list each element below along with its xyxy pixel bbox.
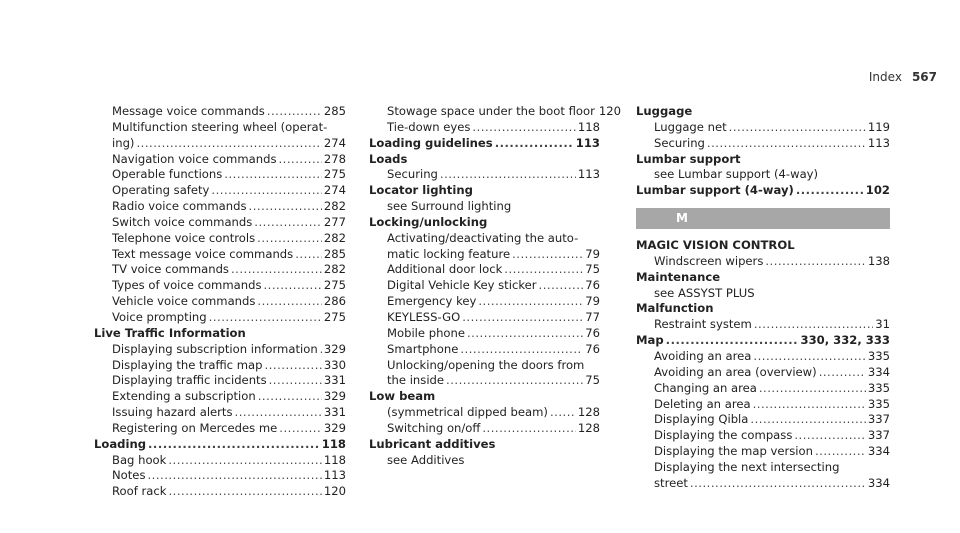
page-ref: 31 [875, 317, 890, 332]
index-subentry [94, 247, 346, 263]
index-subentry [636, 349, 890, 365]
index-subentry [94, 358, 346, 374]
index-subentry [369, 373, 600, 389]
leader-dots [209, 310, 322, 326]
index-heading: Locator lighting [369, 183, 473, 198]
leader-dots [794, 428, 865, 444]
page-ref: 335 [867, 396, 890, 411]
leader-dots [539, 278, 584, 294]
page-ref: 278 [323, 151, 346, 166]
page-ref: 118 [323, 452, 346, 467]
page-ref: 274 [323, 135, 346, 150]
page-ref: 275 [323, 167, 346, 182]
index-entry-text: Emergency key [387, 294, 477, 309]
index-subentry [636, 428, 890, 444]
index-subentry [369, 326, 600, 342]
page-ref: 275 [323, 309, 346, 324]
index-entry-text: Extending a subscription [112, 389, 256, 404]
index-entry-text: Roof rack [112, 484, 167, 499]
index-subentry-text: Unlocking/opening the doors from [387, 357, 585, 372]
page-ref: 119 [867, 119, 890, 134]
index-subentry [369, 342, 600, 358]
index-subentry [636, 444, 890, 460]
index-entry-text: Securing [387, 167, 438, 182]
index-subentry [636, 365, 890, 381]
page-ref: 75 [585, 373, 600, 388]
page-ref: 275 [323, 278, 346, 293]
page-ref: 282 [323, 230, 346, 245]
page-ref: 277 [323, 214, 346, 229]
index-subentry [94, 215, 346, 231]
index-entry-text: (symmetrical dipped beam) [387, 405, 548, 420]
index-heading: Live Traffic Information [94, 325, 246, 340]
index-column-1 [94, 104, 346, 500]
index-subentry [636, 412, 890, 428]
index-heading: Low beam [369, 389, 436, 404]
index-column-2 [369, 104, 621, 468]
index-subentry [369, 405, 600, 421]
index-subentry-text: see ASSYST PLUS [654, 285, 755, 300]
index-entry-text: Operable functions [112, 167, 223, 182]
index-subentry [369, 294, 600, 310]
index-entry-text: Voice prompting [112, 309, 207, 324]
index-subentry [369, 310, 600, 326]
page-ref: 118 [577, 119, 600, 134]
index-entry-text: Securing [654, 135, 705, 150]
page-ref: 334 [867, 475, 890, 490]
page-ref: 337 [867, 428, 890, 443]
page-ref: 334 [867, 364, 890, 379]
index-subentry [94, 104, 346, 120]
index-heading-text: Map [636, 333, 664, 348]
leader-dots [796, 183, 864, 199]
index-entry-text: Digital Vehicle Key sticker [387, 278, 537, 293]
page-ref: 118 [321, 436, 346, 451]
page-ref: 334 [867, 444, 890, 459]
page-ref: 120 [323, 484, 346, 499]
leader-dots [472, 120, 575, 136]
index-subentry [369, 247, 600, 263]
page-ref: 335 [867, 348, 890, 363]
leader-dots [446, 373, 583, 389]
index-heading: Lubricant additives [369, 436, 496, 451]
index-heading: Luggage [636, 104, 693, 118]
index-entry-text: street [654, 475, 688, 490]
index-subentry [94, 421, 346, 437]
leader-dots [249, 199, 322, 215]
index-subentry [94, 152, 346, 168]
index-heading: Loads [369, 151, 408, 166]
index-heading [636, 333, 890, 349]
index-entry-text: Switch voice commands [112, 214, 253, 229]
index-subentry [94, 373, 346, 389]
index-entry-text: Vehicle voice commands [112, 294, 256, 309]
leader-dots [462, 310, 583, 326]
leader-dots [258, 389, 322, 405]
leader-dots [729, 120, 866, 136]
index-heading [636, 183, 890, 199]
page-ref: 282 [323, 262, 346, 277]
index-entry-text: Tie-down eyes [387, 119, 471, 134]
index-entry-text: Displaying the traffic map [112, 357, 263, 372]
page-ref: 330, 332, 333 [800, 333, 890, 348]
index-subentry [636, 381, 890, 397]
page-ref: 337 [867, 412, 890, 427]
index-entry-text: Mobile phone [387, 325, 465, 340]
index-entry-text: Windscreen wipers [654, 253, 764, 268]
page-ref: 77 [585, 309, 600, 324]
leader-dots [460, 342, 583, 358]
leader-dots [467, 326, 583, 342]
leader-dots [512, 247, 583, 263]
index-heading: Locking/unlocking [369, 214, 488, 229]
index-entry-text: Message voice commands [112, 104, 265, 118]
page-ref: 79 [585, 294, 600, 309]
page-ref: 285 [323, 246, 346, 261]
index-group-l [636, 104, 890, 199]
index-entry-text: Types of voice commands [112, 278, 262, 293]
index-entry-text: matic locking feature [387, 246, 511, 261]
index-subentry [369, 120, 600, 136]
index-subentry [636, 254, 890, 270]
index-subentry [94, 262, 346, 278]
index-heading [94, 437, 346, 453]
index-subentry [369, 104, 621, 120]
leader-dots [666, 333, 799, 349]
page-ref: 79 [585, 246, 600, 261]
index-heading: Lumbar support [636, 151, 741, 166]
leader-dots [267, 104, 322, 120]
leader-dots [136, 136, 321, 152]
index-subentry [94, 342, 346, 358]
index-entry-text: the inside [387, 373, 445, 388]
leader-dots [264, 278, 322, 294]
index-heading-text: Loading [94, 436, 147, 451]
index-entry-text: Displaying the map version [654, 444, 813, 459]
page-ref: 329 [323, 389, 346, 404]
page-ref: 102 [865, 183, 890, 198]
letter-band-m: M [636, 208, 890, 229]
index-subentry [94, 136, 346, 152]
index-entry-text: Switching on/off [387, 420, 481, 435]
index-entry-text: Registering on Mercedes me [112, 420, 278, 435]
page-header [869, 70, 937, 84]
page-number: 567 [911, 70, 937, 84]
index-entry-text: Bag hook [112, 452, 167, 467]
index-entry-text: Restraint system [654, 317, 752, 332]
index-subentry [94, 199, 346, 215]
leader-dots [750, 412, 865, 428]
leader-dots [148, 437, 320, 453]
leader-dots [168, 484, 321, 500]
index-entry-text: Luggage net [654, 119, 727, 134]
leader-dots [690, 476, 866, 492]
leader-dots [478, 294, 583, 310]
index-entry-text: Displaying Qibla [654, 412, 749, 427]
index-heading-text: Lumbar support (4-way) [636, 183, 794, 198]
page-ref: 138 [867, 253, 890, 268]
leader-dots [279, 421, 322, 437]
index-subentry-text: Displaying the next intersecting [654, 459, 840, 474]
index-subentry [94, 167, 346, 183]
index-entry-text: KEYLESS-GO [387, 309, 461, 324]
index-subentry-text: Activating/deactivating the auto- [387, 230, 579, 245]
index-subentry [636, 136, 890, 152]
header-title: Index [868, 70, 902, 84]
index-heading-text: Loading guidelines [369, 135, 493, 150]
leader-dots [440, 167, 576, 183]
index-subentry [94, 405, 346, 421]
page-ref: 285 [323, 104, 346, 118]
index-entry-text: ing) [112, 135, 135, 150]
page-ref: 113 [867, 135, 890, 150]
page-ref: 128 [577, 420, 600, 435]
leader-dots [231, 262, 322, 278]
leader-dots [753, 349, 865, 365]
page-ref: 329 [323, 420, 346, 435]
leader-dots [148, 468, 322, 484]
index-subentry [636, 476, 890, 492]
page-ref: 335 [867, 380, 890, 395]
index-heading: MAGIC VISION CONTROL [636, 238, 795, 253]
index-subentry [369, 262, 600, 278]
leader-dots [495, 136, 574, 152]
index-subentry [94, 484, 346, 500]
leader-dots [269, 373, 322, 389]
index-entry-text: Issuing hazard alerts [112, 405, 233, 420]
index-subentry-text: see Additives [387, 452, 465, 467]
leader-dots [168, 453, 322, 469]
index-subentry [94, 294, 346, 310]
page-ref: 331 [323, 405, 346, 420]
page-ref: 113 [575, 135, 600, 150]
leader-dots [504, 262, 583, 278]
index-subentry-text: see Lumbar support (4-way) [654, 167, 819, 182]
page-ref: 330 [323, 357, 346, 372]
index-entry-text: Avoiding an area [654, 348, 752, 363]
index-subentry [94, 453, 346, 469]
page-ref: 75 [585, 262, 600, 277]
index-subentry [369, 421, 600, 437]
leader-dots [265, 358, 322, 374]
index-subentry [369, 278, 600, 294]
index-heading: Maintenance [636, 269, 721, 284]
leader-dots [765, 254, 865, 270]
leader-dots [482, 421, 575, 437]
index-entry-text: Displaying subscription information [112, 341, 318, 356]
index-entry-text: Changing an area [654, 380, 757, 395]
page-ref: 274 [323, 183, 346, 198]
page-ref: 76 [585, 325, 600, 340]
index-column-3 [636, 104, 890, 492]
index-subentry [94, 183, 346, 199]
index-entry-text: Displaying the compass [654, 428, 793, 443]
index-entry-text: Navigation voice commands [112, 151, 277, 166]
index-entry-text: Deleting an area [654, 396, 751, 411]
leader-dots [754, 317, 873, 333]
page-ref: 128 [577, 405, 600, 420]
index-entry-text: Displaying traffic incidents [112, 373, 267, 388]
leader-dots [320, 342, 322, 358]
leader-dots [257, 231, 322, 247]
page-ref: 286 [323, 294, 346, 309]
index-entry-text: Stowage space under the boot floor [387, 104, 595, 118]
leader-dots [753, 397, 866, 413]
leader-dots [819, 365, 866, 381]
index-heading: Malfunction [636, 301, 714, 316]
page-ref: 113 [577, 167, 600, 182]
leader-dots [295, 247, 322, 263]
index-entry-text: Operating safety [112, 183, 210, 198]
leader-dots [279, 152, 322, 168]
leader-dots [257, 294, 321, 310]
index-subentry [94, 231, 346, 247]
index-entry-text: Radio voice commands [112, 199, 247, 214]
page-ref: 76 [585, 278, 600, 293]
leader-dots [707, 136, 866, 152]
index-subentry [94, 468, 346, 484]
index-subentry [636, 317, 890, 333]
index-subentry [94, 310, 346, 326]
leader-dots [550, 405, 576, 421]
index-subentry [94, 389, 346, 405]
index-entry-text: Additional door lock [387, 262, 503, 277]
page-ref: 113 [323, 468, 346, 483]
index-group-m [636, 238, 890, 492]
index-subentry [369, 167, 600, 183]
index-entry-text: Smartphone [387, 341, 459, 356]
index-heading [369, 136, 600, 152]
page-ref: 76 [585, 341, 600, 356]
leader-dots [224, 167, 322, 183]
page-ref: 331 [323, 373, 346, 388]
leader-dots [759, 381, 866, 397]
page-ref: 120 [598, 104, 621, 118]
index-entry-text: Avoiding an area (overview) [654, 364, 817, 379]
index-subentry [636, 120, 890, 136]
index-entry-text: TV voice commands [112, 262, 229, 277]
page-ref: 282 [323, 199, 346, 214]
index-subentry-text: see Surround lighting [387, 199, 512, 214]
index-entry-text: Text message voice commands [112, 246, 294, 261]
page-ref: 329 [323, 341, 346, 356]
leader-dots [815, 444, 866, 460]
leader-dots [235, 405, 322, 421]
leader-dots [211, 183, 321, 199]
index-entry-text: Notes [112, 468, 146, 483]
index-subentry [94, 278, 346, 294]
index-entry-text: Telephone voice controls [112, 230, 256, 245]
index-subentry-text: Multifunction steering wheel (operat- [112, 119, 328, 134]
leader-dots [254, 215, 322, 231]
index-subentry [636, 397, 890, 413]
